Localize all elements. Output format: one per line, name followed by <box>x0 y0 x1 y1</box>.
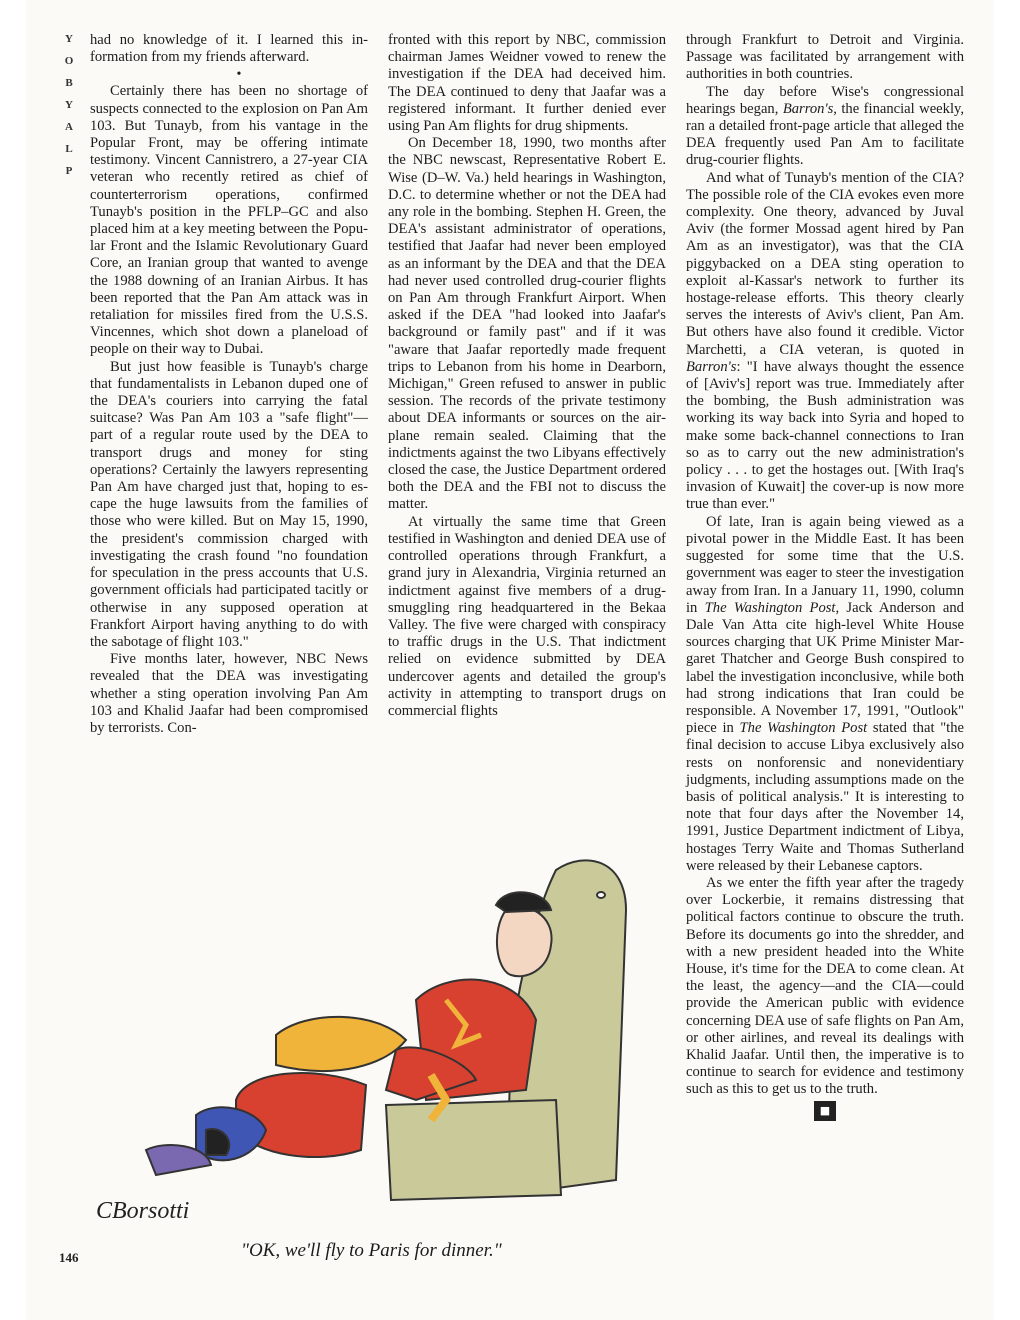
article-column-2 <box>388 32 666 720</box>
runner-letter: Y <box>65 99 73 111</box>
kneeling-figure <box>146 1017 406 1175</box>
paragraph <box>686 514 964 875</box>
text-run: , Jack Anderson and Dale Van Atta cite high-level White House sources charging that UK Prime Minister Margaret Thatcher and George Bush conspired to label the investigation inconclusive, while both had strong indications that Iran could be responsible. A November 17, 1991, "Outlook" piece in <box>686 599 964 737</box>
paragraph: At virtually the same time that Green testified in Washington and denied DEA use of controlled operations through Frankfurt, a grand jury in Alexandria, Virginia returned an indictment against five members of a drug-smuggling ring headquartered in the Bekaa Valley. The five were charged with conspiracy to traffic drugs in the U.S. That indictment relied on evidence submitted by DEA undercover agents and detailed the group's activity in attempting to transport drugs on commercial flights <box>388 513 666 719</box>
cartoon-caption: "OK, we'll fly to Paris for dinner." <box>241 1240 502 1261</box>
text-run: stated that "the final decision to accuse Libya exclusively also rests on nonforensic and nonevidentiary judgments, including assumptions made on the basis of political analysis." It is interesting to note that four days after the November 14, 1991, Justice Department indictment of Libya, hostages Terry Waite and Thomas Sutherland were released by their Lebanese captors. <box>686 720 965 874</box>
publication-title: Barron's <box>686 358 737 375</box>
text-run: , the financial weekly, ran a detailed front-page article that alleged the DEA frequently used Pan Am to facilitate drug-courier flights. <box>686 100 964 169</box>
paragraph <box>686 84 964 170</box>
paragraph: On December 18, 1990, two months after the NBC newscast, Representative Robert E. Wise (D–W. Va.) held hearings in Washington, D.C. to determine whether or not the DEA had any role in the bombing. Stephen H. Green, the DEA's assistant administrator of operations, testified that Jaafar had never been employed as an informant by the DEA and that the DEA had never used controlled drug-courier flights on Pan Am through Frankfurt Airport. When asked if the DEA "had looked into Jaafar's background or family past" and if it was "aware that Jaafar reportedly made frequent trips to Lebanon from his home in Dearborn, Michigan," Green refused to answer in public session. The records of the private testimony about DEA informants or sources on the airplane remain sealed. Claiming that the indictments against the two Libyans effectively closed the case, the Justice Department ordered both the DEA and the FBI not to discuss the matter. <box>388 135 666 513</box>
publication-title: Barron's <box>782 100 834 117</box>
runner-letter: P <box>65 165 73 177</box>
text-run: Of late, Iran is again being viewed as a pivotal power in the Middle East. It has been suggested for some time that the U.S. government was eager to steer the investigation away from Iran. In a January 11, 1990, column in <box>686 513 965 616</box>
paragraph: But just how feasible is Tunayb's charge that fundamentalists in Lebanon duped one of the DEA's couriers into carrying the fatal suitcase? Was Pan Am 103 a "safe flight"—part of a regular route used by the DEA to transport drugs and money for sting operations? Certainly the lawyers representing Pan Am have charged just that, hoping to escape the huge lawsuits from the families of those who were killed. But on May 15, 1990, the president's commission charged with investigating the crash found "no foundation for speculation in the press accounts that U.S. government officials had participated tacitly or otherwise in any supposed operation at Frankfort Airport having anything to do with the sabotage of flight 103." <box>90 358 368 650</box>
artist-signature: CBorsotti <box>96 1198 190 1224</box>
magazine-name-runner <box>61 28 77 182</box>
text-run: The day before Wise's congressional hearings began, <box>686 83 964 117</box>
runner-letter: A <box>65 121 73 133</box>
runner-letter: L <box>65 143 73 155</box>
cartoon-illustration <box>86 850 686 1230</box>
runner-letter: Y <box>65 33 73 45</box>
text-run: : "I have always thought the essence of [Aviv's] report was true. Immediately after the bombing, the Bush administration was working its way back into Syria and hoped to make some back-channel connections to Iran so as to carry out the new administration's policy . . . to get the hostages out. [With Iraq's invasion of Kuwait] the cover-up is now more true than ever." <box>686 358 964 513</box>
paragraph: fronted with this report by NBC, commission chairman James Weidner vowed to renew the investigation if the DEA had deceived him. The DEA continued to deny that Jaafar was a registered informant. It further denied ever using Pan Am flights for drug shipments. <box>388 32 666 135</box>
paragraph <box>686 170 964 514</box>
paragraph: As we enter the fifth year after the tragedy over Lockerbie, it remains distressing that political factors continue to obscure the truth. Before its documents go into the shredder, and with a new president headed into the White House, it's time for the DEA to come clean. At the least, the agency—and the CIA—could provide the American public with evidence concerning DEA use of safe flights on Pan Am, or other airlines, and reveal its dealings with Khalid Jaafar. Until then, the imperative is to continue to search for evidence and testimony such as this to get us to the truth. <box>686 874 964 1098</box>
article-column-1 <box>90 32 368 737</box>
reclining-man <box>386 892 552 1120</box>
page-number: 146 <box>59 1250 79 1265</box>
paragraph: through Frankfurt to Detroit and Virginia. Passage was facilitated by arrangement with authorities in both countries. <box>686 32 964 83</box>
playboy-rabbit-icon: ■ <box>814 1101 836 1121</box>
paragraph: had no knowledge of it. I learned this information from my friends afterward. <box>90 32 368 66</box>
publication-title: The Washington Post <box>739 720 868 737</box>
publication-title: The Washington Post <box>704 599 836 616</box>
paper-sheet <box>26 0 994 1320</box>
runner-letter: B <box>65 77 73 89</box>
text-run: And what of Tunayb's mention of the CIA? The possible role of the CIA evokes even more complexity. One theory, advanced by Juval Aviv (the former Mossad agent hired by Pan Am as an investigator), was that the CIA piggybacked on a DEA sting operation to exploit al-Kassar's network to further its hostage-release efforts. This theory clearly serves the interests of Aviv's client, Pan Am. But others have also found it credible. Victor Marchetti, a CIA veteran, is quoted in <box>686 169 964 358</box>
paragraph: Five months later, however, NBC News revealed that the DEA was investigating whether a sting operation involving Pan Am 103 and Khalid Jaafar had been compromised by terrorists. Con- <box>90 651 368 736</box>
section-dingbat: • <box>236 67 242 83</box>
paragraph: Certainly there has been no shortage of suspects connected to the explosion on Pan Am 103. But Tunayb, from his vantage in the Popular Front, may be offering intimate testimony. Vincent Cannistrero, a 27-year CIA veteran who recently retired as chief of counterterrorism operations, confirmed Tunayb's position in the PFLP–GC and also placed him at a key meeting between the Popular Front and the Islamic Revolutionary Guard Core, an Iranian group that wanted to avenge the 1988 downing of an Iranian Airbus. It has been reported that the Pan Am attack was in retaliation for missiles fired from the U.S.S. Vincennes, which shot down a planeload of people on their way to Dubai. <box>90 83 368 358</box>
article-column-3 <box>686 32 964 1121</box>
runner-letter: O <box>64 55 74 67</box>
